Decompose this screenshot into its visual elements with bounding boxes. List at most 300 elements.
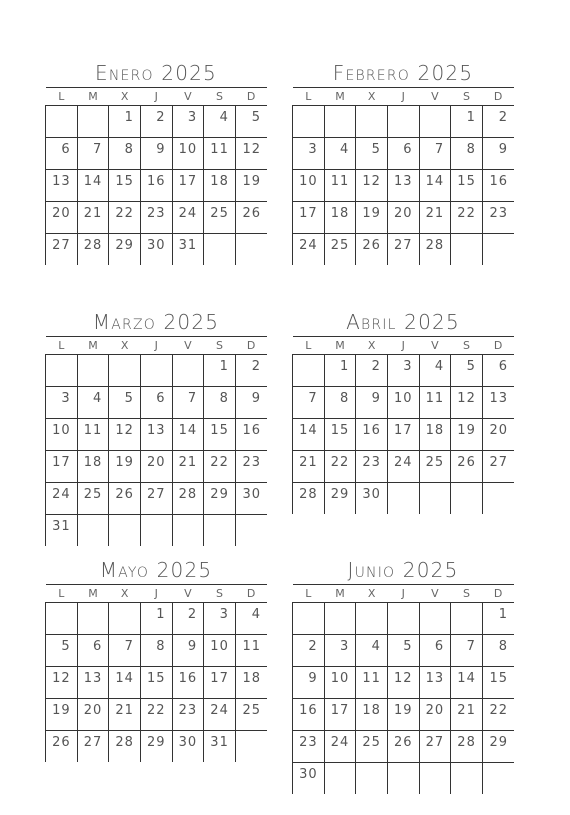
day-cell — [172, 202, 204, 234]
day-number: 3 — [340, 639, 350, 654]
day-number: 8 — [466, 142, 476, 157]
day-number: 1 — [498, 607, 508, 622]
weekday-label: M — [324, 337, 356, 355]
day-number — [318, 113, 324, 117]
day-number: 3 — [187, 110, 198, 125]
day-number: 6 — [156, 391, 166, 406]
week-row — [293, 387, 515, 419]
day-number: 30 — [178, 735, 198, 750]
day-cell — [356, 106, 388, 138]
day-cell — [235, 138, 267, 170]
day-cell — [109, 483, 141, 515]
day-cell — [140, 202, 172, 234]
day-cell — [419, 451, 451, 483]
day-cell — [356, 451, 388, 483]
day-cell — [324, 635, 356, 667]
day-cell — [419, 603, 451, 635]
weekday-label: D — [235, 337, 267, 355]
month-title: Abril 2025 — [346, 310, 460, 334]
day-number: 16 — [147, 174, 166, 189]
day-cell — [235, 603, 267, 635]
day-number: 9 — [308, 671, 318, 686]
weekday-label: J — [140, 337, 172, 355]
day-cell — [419, 667, 451, 699]
day-cell — [482, 763, 514, 795]
month-january — [45, 60, 267, 265]
day-cell — [109, 106, 141, 138]
day-number: 19 — [242, 174, 261, 189]
day-cell — [482, 635, 514, 667]
day-number — [413, 490, 419, 494]
weekday-label: S — [204, 88, 236, 106]
weekday-label: D — [235, 88, 267, 106]
day-cell — [235, 106, 267, 138]
day-number: 19 — [52, 703, 71, 718]
day-number: 23 — [489, 206, 508, 221]
day-number: 10 — [299, 174, 318, 189]
week-row — [293, 667, 515, 699]
day-number: 12 — [115, 423, 134, 438]
day-cell — [204, 138, 236, 170]
day-number: 28 — [178, 487, 198, 502]
day-number: 3 — [403, 359, 413, 374]
week-row — [293, 138, 515, 170]
day-number: 6 — [61, 142, 71, 157]
day-cell — [109, 667, 141, 699]
day-number: 27 — [394, 238, 413, 253]
weekday-label: S — [451, 88, 483, 106]
day-cell — [293, 234, 325, 266]
day-number — [102, 113, 108, 117]
week-row — [46, 234, 268, 266]
day-cell — [77, 451, 109, 483]
day-number: 13 — [394, 174, 413, 189]
day-number: 11 — [362, 671, 381, 686]
day-number — [476, 770, 482, 774]
day-cell — [46, 603, 78, 635]
day-cell — [387, 451, 419, 483]
day-number: 28 — [115, 735, 134, 750]
day-cell — [77, 699, 109, 731]
day-cell — [235, 419, 267, 451]
day-cell — [451, 667, 483, 699]
day-number: 22 — [330, 455, 350, 470]
day-number: 23 — [147, 206, 166, 221]
day-number: 18 — [242, 671, 261, 686]
day-number: 3 — [219, 607, 229, 622]
day-number — [476, 610, 482, 614]
day-cell — [356, 731, 388, 763]
day-number — [476, 241, 482, 245]
day-number: 25 — [83, 487, 103, 502]
day-number: 5 — [371, 142, 381, 157]
weekday-label: J — [140, 88, 172, 106]
day-cell — [46, 234, 78, 266]
day-number: 20 — [394, 206, 413, 221]
day-number — [381, 770, 387, 774]
day-number: 6 — [498, 359, 508, 374]
day-number: 7 — [434, 142, 445, 157]
day-number — [444, 490, 450, 494]
day-cell — [204, 106, 236, 138]
day-cell — [419, 355, 451, 387]
day-cell — [293, 483, 325, 515]
day-cell — [451, 635, 483, 667]
day-number: 11 — [83, 423, 103, 438]
weekday-label: V — [172, 337, 204, 355]
day-number: 22 — [457, 206, 476, 221]
day-number — [318, 362, 324, 366]
day-cell — [356, 419, 388, 451]
day-cell — [419, 387, 451, 419]
day-number: 22 — [115, 206, 134, 221]
day-cell — [140, 355, 172, 387]
day-number: 7 — [466, 639, 476, 654]
day-number: 28 — [457, 735, 476, 750]
day-number: 13 — [83, 671, 103, 686]
day-cell — [109, 635, 141, 667]
day-cell — [387, 106, 419, 138]
day-number: 22 — [147, 703, 166, 718]
weekday-label: S — [204, 585, 236, 603]
day-number: 17 — [330, 703, 350, 718]
day-cell — [109, 355, 141, 387]
week-row — [46, 515, 268, 547]
day-number — [381, 113, 387, 117]
day-number: 21 — [425, 206, 445, 221]
day-cell — [140, 483, 172, 515]
day-number: 4 — [371, 639, 381, 654]
day-number: 15 — [457, 174, 476, 189]
day-cell — [140, 603, 172, 635]
day-cell — [172, 387, 204, 419]
weekday-label: D — [482, 337, 514, 355]
day-number: 17 — [299, 206, 318, 221]
day-number: 23 — [178, 703, 198, 718]
week-row — [293, 699, 515, 731]
day-number — [197, 362, 203, 366]
day-cell — [204, 202, 236, 234]
day-number: 28 — [299, 487, 318, 502]
day-number: 14 — [115, 671, 134, 686]
day-cell — [324, 106, 356, 138]
day-cell — [293, 699, 325, 731]
day-number: 4 — [434, 359, 445, 374]
day-number: 12 — [394, 671, 413, 686]
day-cell — [46, 731, 78, 763]
day-cell — [419, 419, 451, 451]
day-number: 30 — [242, 487, 261, 502]
day-number: 24 — [330, 735, 350, 750]
week-row — [46, 138, 268, 170]
day-number: 29 — [210, 487, 229, 502]
day-cell — [419, 138, 451, 170]
day-cell — [356, 483, 388, 515]
day-number: 7 — [187, 391, 198, 406]
day-cell — [77, 731, 109, 763]
day-number — [229, 522, 235, 526]
month-title: Mayo 2025 — [99, 558, 213, 582]
day-number: 12 — [362, 174, 381, 189]
day-number: 4 — [251, 607, 261, 622]
month-june — [292, 557, 514, 794]
month-april — [292, 309, 514, 514]
day-number — [444, 610, 450, 614]
weekday-label: M — [324, 88, 356, 106]
day-number: 8 — [219, 391, 229, 406]
day-number: 3 — [308, 142, 318, 157]
day-cell — [451, 170, 483, 202]
day-cell — [387, 731, 419, 763]
day-cell — [235, 515, 267, 547]
day-cell — [204, 667, 236, 699]
weekday-label: L — [46, 88, 78, 106]
day-number: 10 — [330, 671, 350, 686]
day-number: 1 — [340, 359, 350, 374]
weekday-label: L — [46, 585, 78, 603]
weekday-label: J — [140, 585, 172, 603]
calendar-grid — [292, 336, 514, 514]
day-number: 1 — [156, 607, 166, 622]
day-number: 5 — [251, 110, 261, 125]
day-cell — [204, 699, 236, 731]
day-cell — [140, 699, 172, 731]
day-number: 7 — [124, 639, 134, 654]
day-number: 31 — [52, 519, 71, 534]
week-row — [46, 483, 268, 515]
day-number: 22 — [210, 455, 229, 470]
day-number: 30 — [299, 767, 318, 782]
day-number: 15 — [489, 671, 508, 686]
day-cell — [324, 483, 356, 515]
day-number: 20 — [489, 423, 508, 438]
week-row — [293, 763, 515, 795]
day-cell — [172, 170, 204, 202]
day-number: 15 — [210, 423, 229, 438]
day-cell — [293, 355, 325, 387]
day-cell — [387, 603, 419, 635]
day-cell — [235, 483, 267, 515]
day-cell — [109, 202, 141, 234]
day-cell — [324, 234, 356, 266]
day-number: 29 — [330, 487, 350, 502]
day-number — [444, 113, 450, 117]
day-number: 26 — [52, 735, 71, 750]
day-cell — [293, 731, 325, 763]
weekday-label: X — [109, 585, 141, 603]
day-cell — [172, 234, 204, 266]
day-cell — [77, 106, 109, 138]
day-number: 17 — [178, 174, 198, 189]
day-cell — [482, 603, 514, 635]
day-number: 11 — [330, 174, 350, 189]
day-cell — [387, 138, 419, 170]
day-number: 9 — [187, 639, 198, 654]
day-cell — [140, 106, 172, 138]
day-number — [102, 610, 108, 614]
day-cell — [204, 603, 236, 635]
day-number: 14 — [83, 174, 103, 189]
day-cell — [46, 387, 78, 419]
day-number: 14 — [299, 423, 318, 438]
day-cell — [204, 731, 236, 763]
weekday-label: M — [77, 585, 109, 603]
day-cell — [451, 483, 483, 515]
day-cell — [324, 451, 356, 483]
day-number: 21 — [178, 455, 198, 470]
day-cell — [451, 387, 483, 419]
weekday-header-row — [46, 337, 268, 355]
week-row — [293, 234, 515, 266]
day-cell — [109, 603, 141, 635]
calendar-grid — [45, 336, 267, 546]
day-number — [166, 522, 172, 526]
day-number — [349, 113, 355, 117]
day-cell — [46, 138, 78, 170]
day-cell — [324, 731, 356, 763]
day-number: 29 — [147, 735, 166, 750]
day-cell — [46, 419, 78, 451]
day-number: 27 — [147, 487, 166, 502]
weekday-label: L — [293, 337, 325, 355]
day-number: 25 — [242, 703, 261, 718]
day-number: 8 — [340, 391, 350, 406]
day-number — [381, 610, 387, 614]
day-cell — [109, 234, 141, 266]
weekday-label: L — [293, 88, 325, 106]
day-number: 7 — [308, 391, 318, 406]
day-number: 21 — [83, 206, 103, 221]
weekday-label: V — [172, 585, 204, 603]
day-cell — [387, 202, 419, 234]
day-number — [349, 610, 355, 614]
day-cell — [324, 202, 356, 234]
day-cell — [235, 170, 267, 202]
day-cell — [109, 515, 141, 547]
day-number — [134, 522, 140, 526]
day-cell — [46, 515, 78, 547]
day-number: 13 — [489, 391, 508, 406]
day-cell — [324, 387, 356, 419]
day-cell — [482, 234, 514, 266]
day-number: 26 — [457, 455, 476, 470]
day-number: 16 — [299, 703, 318, 718]
day-number — [318, 610, 324, 614]
day-cell — [46, 451, 78, 483]
day-cell — [172, 355, 204, 387]
day-cell — [387, 355, 419, 387]
day-cell — [109, 419, 141, 451]
day-cell — [356, 234, 388, 266]
weekday-label: V — [172, 88, 204, 106]
day-cell — [77, 138, 109, 170]
day-cell — [482, 202, 514, 234]
day-number: 2 — [156, 110, 166, 125]
day-cell — [451, 603, 483, 635]
day-number: 26 — [242, 206, 261, 221]
day-cell — [172, 483, 204, 515]
week-row — [293, 202, 515, 234]
day-cell — [204, 387, 236, 419]
day-cell — [140, 170, 172, 202]
day-cell — [293, 419, 325, 451]
week-row — [46, 603, 268, 635]
day-cell — [356, 387, 388, 419]
day-cell — [172, 667, 204, 699]
day-number: 3 — [61, 391, 71, 406]
day-number: 17 — [394, 423, 413, 438]
weekday-label: J — [387, 337, 419, 355]
day-cell — [419, 731, 451, 763]
weekday-label: S — [451, 585, 483, 603]
day-cell — [140, 419, 172, 451]
day-cell — [451, 234, 483, 266]
day-number — [102, 362, 108, 366]
weekday-label: S — [204, 337, 236, 355]
day-cell — [324, 667, 356, 699]
day-cell — [356, 603, 388, 635]
day-number: 26 — [394, 735, 413, 750]
day-number: 5 — [61, 639, 71, 654]
day-cell — [77, 667, 109, 699]
day-number — [261, 241, 267, 245]
day-cell — [419, 106, 451, 138]
day-cell — [235, 667, 267, 699]
day-cell — [451, 763, 483, 795]
day-cell — [482, 355, 514, 387]
day-cell — [356, 138, 388, 170]
day-cell — [235, 635, 267, 667]
day-number — [71, 362, 77, 366]
day-number: 27 — [83, 735, 103, 750]
day-cell — [77, 419, 109, 451]
day-cell — [46, 667, 78, 699]
day-number: 20 — [52, 206, 71, 221]
day-number: 18 — [210, 174, 229, 189]
week-row — [293, 603, 515, 635]
day-cell — [387, 763, 419, 795]
day-number: 26 — [115, 487, 134, 502]
day-cell — [77, 170, 109, 202]
week-row — [46, 419, 268, 451]
day-cell — [204, 635, 236, 667]
day-cell — [387, 667, 419, 699]
day-number: 22 — [489, 703, 508, 718]
day-number: 28 — [83, 238, 103, 253]
day-number: 1 — [466, 110, 476, 125]
day-number: 2 — [371, 359, 381, 374]
day-cell — [172, 515, 204, 547]
week-row — [46, 387, 268, 419]
week-row — [46, 451, 268, 483]
month-march — [45, 309, 267, 546]
day-number: 4 — [219, 110, 229, 125]
day-number — [413, 113, 419, 117]
day-cell — [109, 699, 141, 731]
day-number: 13 — [147, 423, 166, 438]
day-cell — [204, 483, 236, 515]
day-cell — [419, 202, 451, 234]
day-cell — [46, 170, 78, 202]
day-cell — [172, 106, 204, 138]
day-number: 16 — [362, 423, 381, 438]
day-cell — [482, 106, 514, 138]
day-cell — [451, 138, 483, 170]
weekday-label: D — [482, 88, 514, 106]
day-cell — [140, 234, 172, 266]
day-cell — [451, 419, 483, 451]
day-cell — [482, 731, 514, 763]
